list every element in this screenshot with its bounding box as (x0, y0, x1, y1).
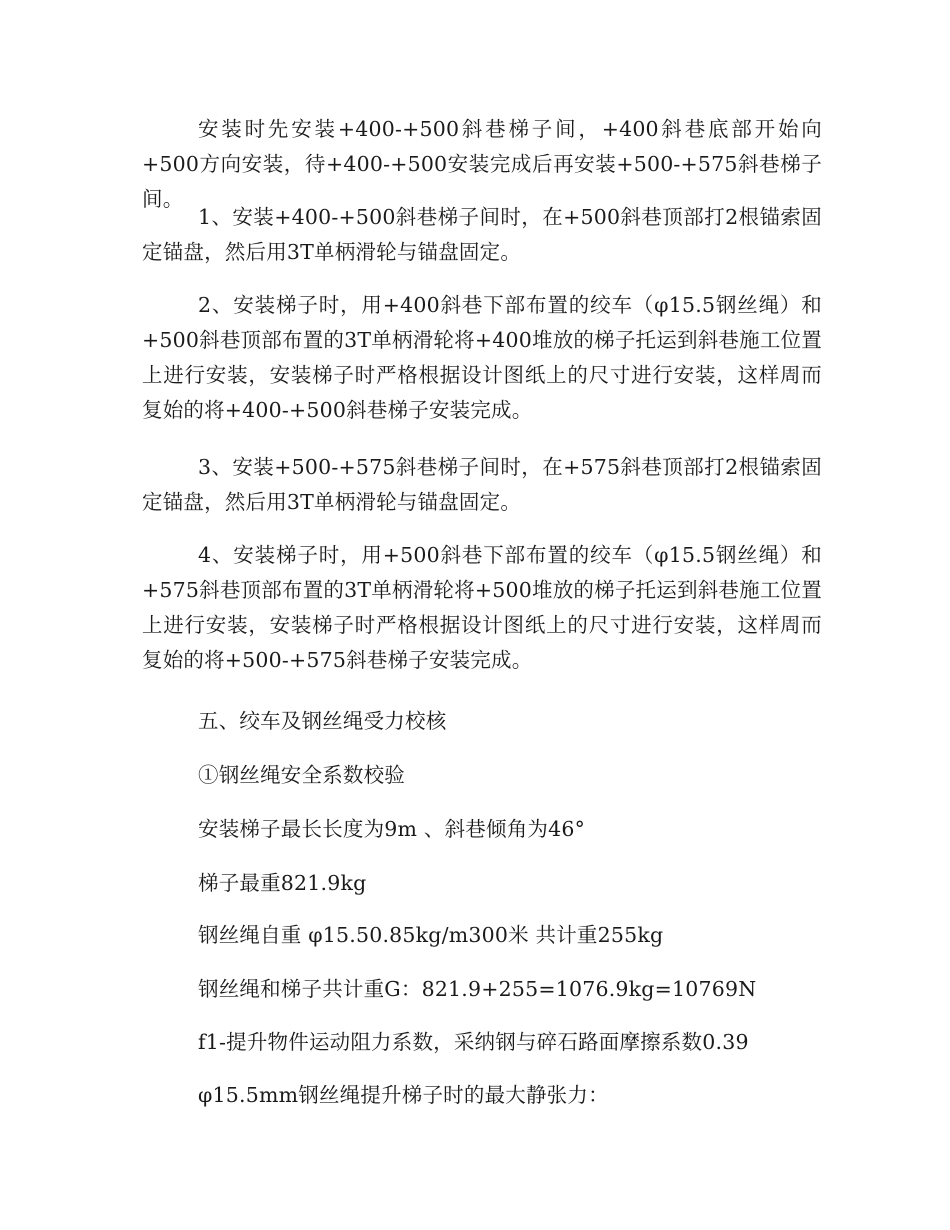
text-line-friction: f1-提升物件运动阻力系数，采纳钢与碎石路面摩擦系数0.39 (198, 1030, 749, 1054)
text-line-static-tension: φ15.5mm钢丝绳提升梯子时的最大静张力： (198, 1083, 609, 1107)
section-heading: 五、绞车及钢丝绳受力校核 (198, 709, 447, 733)
paragraph-step-4: 4、安装梯子时，用+500斜巷下部布置的绞车（φ15.5钢丝绳）和+575斜巷顶部布置的3T单柄滑轮将+500堆放的梯子托运到斜巷施工位置上进行安装，安装梯子时严格根据设计图纸上的尺寸进行安装，这样周而复始的将+500-+575斜巷梯子安装完成。 (142, 543, 822, 672)
text-line-rope-weight: 钢丝绳自重 φ15.50.85kg/m300米 共计重255kg (198, 923, 664, 947)
text-line-ladder-weight: 梯子最重821.9kg (198, 871, 367, 895)
subheading: ①钢丝绳安全系数校验 (198, 763, 405, 787)
paragraph-step-2: 2、安装梯子时，用+400斜巷下部布置的绞车（φ15.5钢丝绳）和+500斜巷顶部布置的3T单柄滑轮将+400堆放的梯子托运到斜巷施工位置上进行安装，安装梯子时严格根据设计图纸上的尺寸进行安装，这样周而复始的将+400-+500斜巷梯子安装完成。 (142, 293, 822, 422)
paragraph-step-3: 3、安装+500-+575斜巷梯子间时，在+575斜巷顶部打2根锚索固定锚盘，然后用3T单柄滑轮与锚盘固定。 (142, 455, 822, 514)
text-line-total-weight: 钢丝绳和梯子共计重G：821.9+255=1076.9kg=10769N (198, 977, 757, 1001)
text-line-ladder-length: 安装梯子最长长度为9m 、斜巷倾角为46° (198, 817, 586, 841)
paragraph-intro: 安装时先安装+400-+500斜巷梯子间，+400斜巷底部开始向+500方向安装，待+400-+500安装完成后再安装+500-+575斜巷梯子间。 (142, 117, 822, 211)
paragraph-step-1: 1、安装+400-+500斜巷梯子间时，在+500斜巷顶部打2根锚索固定锚盘，然后用3T单柄滑轮与锚盘固定。 (142, 205, 822, 264)
